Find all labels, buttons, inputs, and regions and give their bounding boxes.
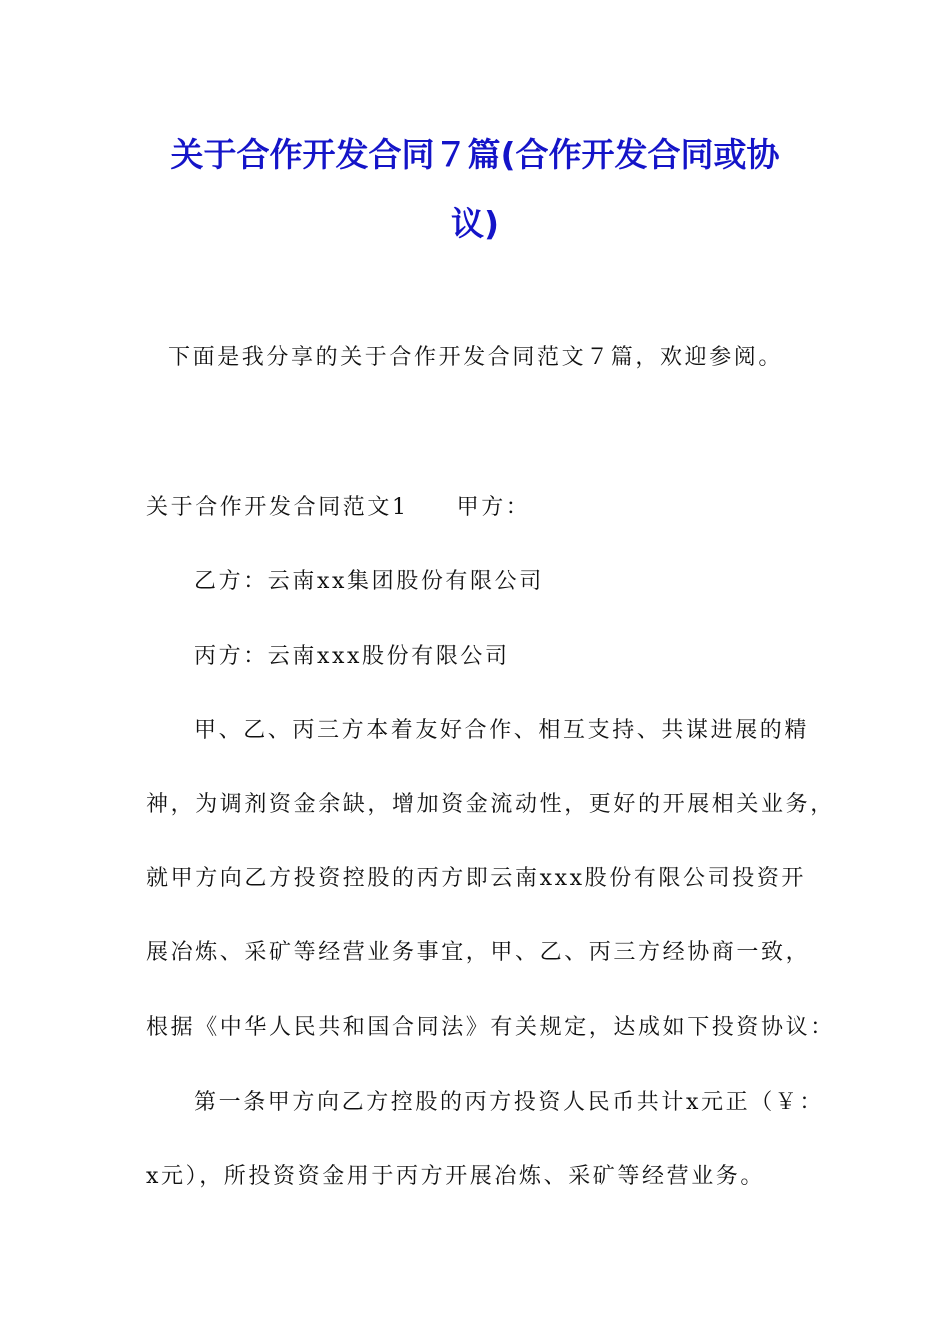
paragraph-1-line-3: 就甲方向乙方投资控股的丙方即云南xxx股份有限公司投资开: [146, 866, 807, 891]
document-title-line-1: 关于合作开发合同７篇(合作开发合同或协: [170, 135, 780, 174]
paragraph-1-line-2: 神，为调剂资金余缺，增加资金流动性，更好的开展相关业务，: [146, 792, 835, 817]
party-c-line: 丙方：云南xxx股份有限公司: [194, 644, 510, 669]
party-a-label: 甲方：: [456, 495, 531, 520]
paragraph-1-line-1: 甲、乙、丙三方本着友好合作、相互支持、共谋进展的精: [194, 718, 810, 743]
paragraph-1-line-4: 展冶炼、采矿等经营业务事宜，甲、乙、丙三方经协商一致，: [146, 940, 811, 965]
paragraph-1-line-5: 根据《中华人民共和国合同法》有关规定，达成如下投资协议：: [146, 1015, 835, 1040]
section-heading: 关于合作开发合同范文1: [146, 495, 409, 520]
intro-paragraph: 下面是我分享的关于合作开发合同范文７篇，欢迎参阅。: [168, 345, 784, 370]
paragraph-2-line-2: x元），所投资资金用于丙方开展冶炼、采矿等经营业务。: [146, 1164, 766, 1189]
document-title-line-2: 议): [450, 204, 500, 243]
section-heading-row: [146, 493, 530, 523]
paragraph-2-line-1: 第一条甲方向乙方控股的丙方投资人民币共计x元正（￥：: [194, 1090, 825, 1115]
party-b-line: 乙方：云南xx集团股份有限公司: [194, 569, 544, 594]
